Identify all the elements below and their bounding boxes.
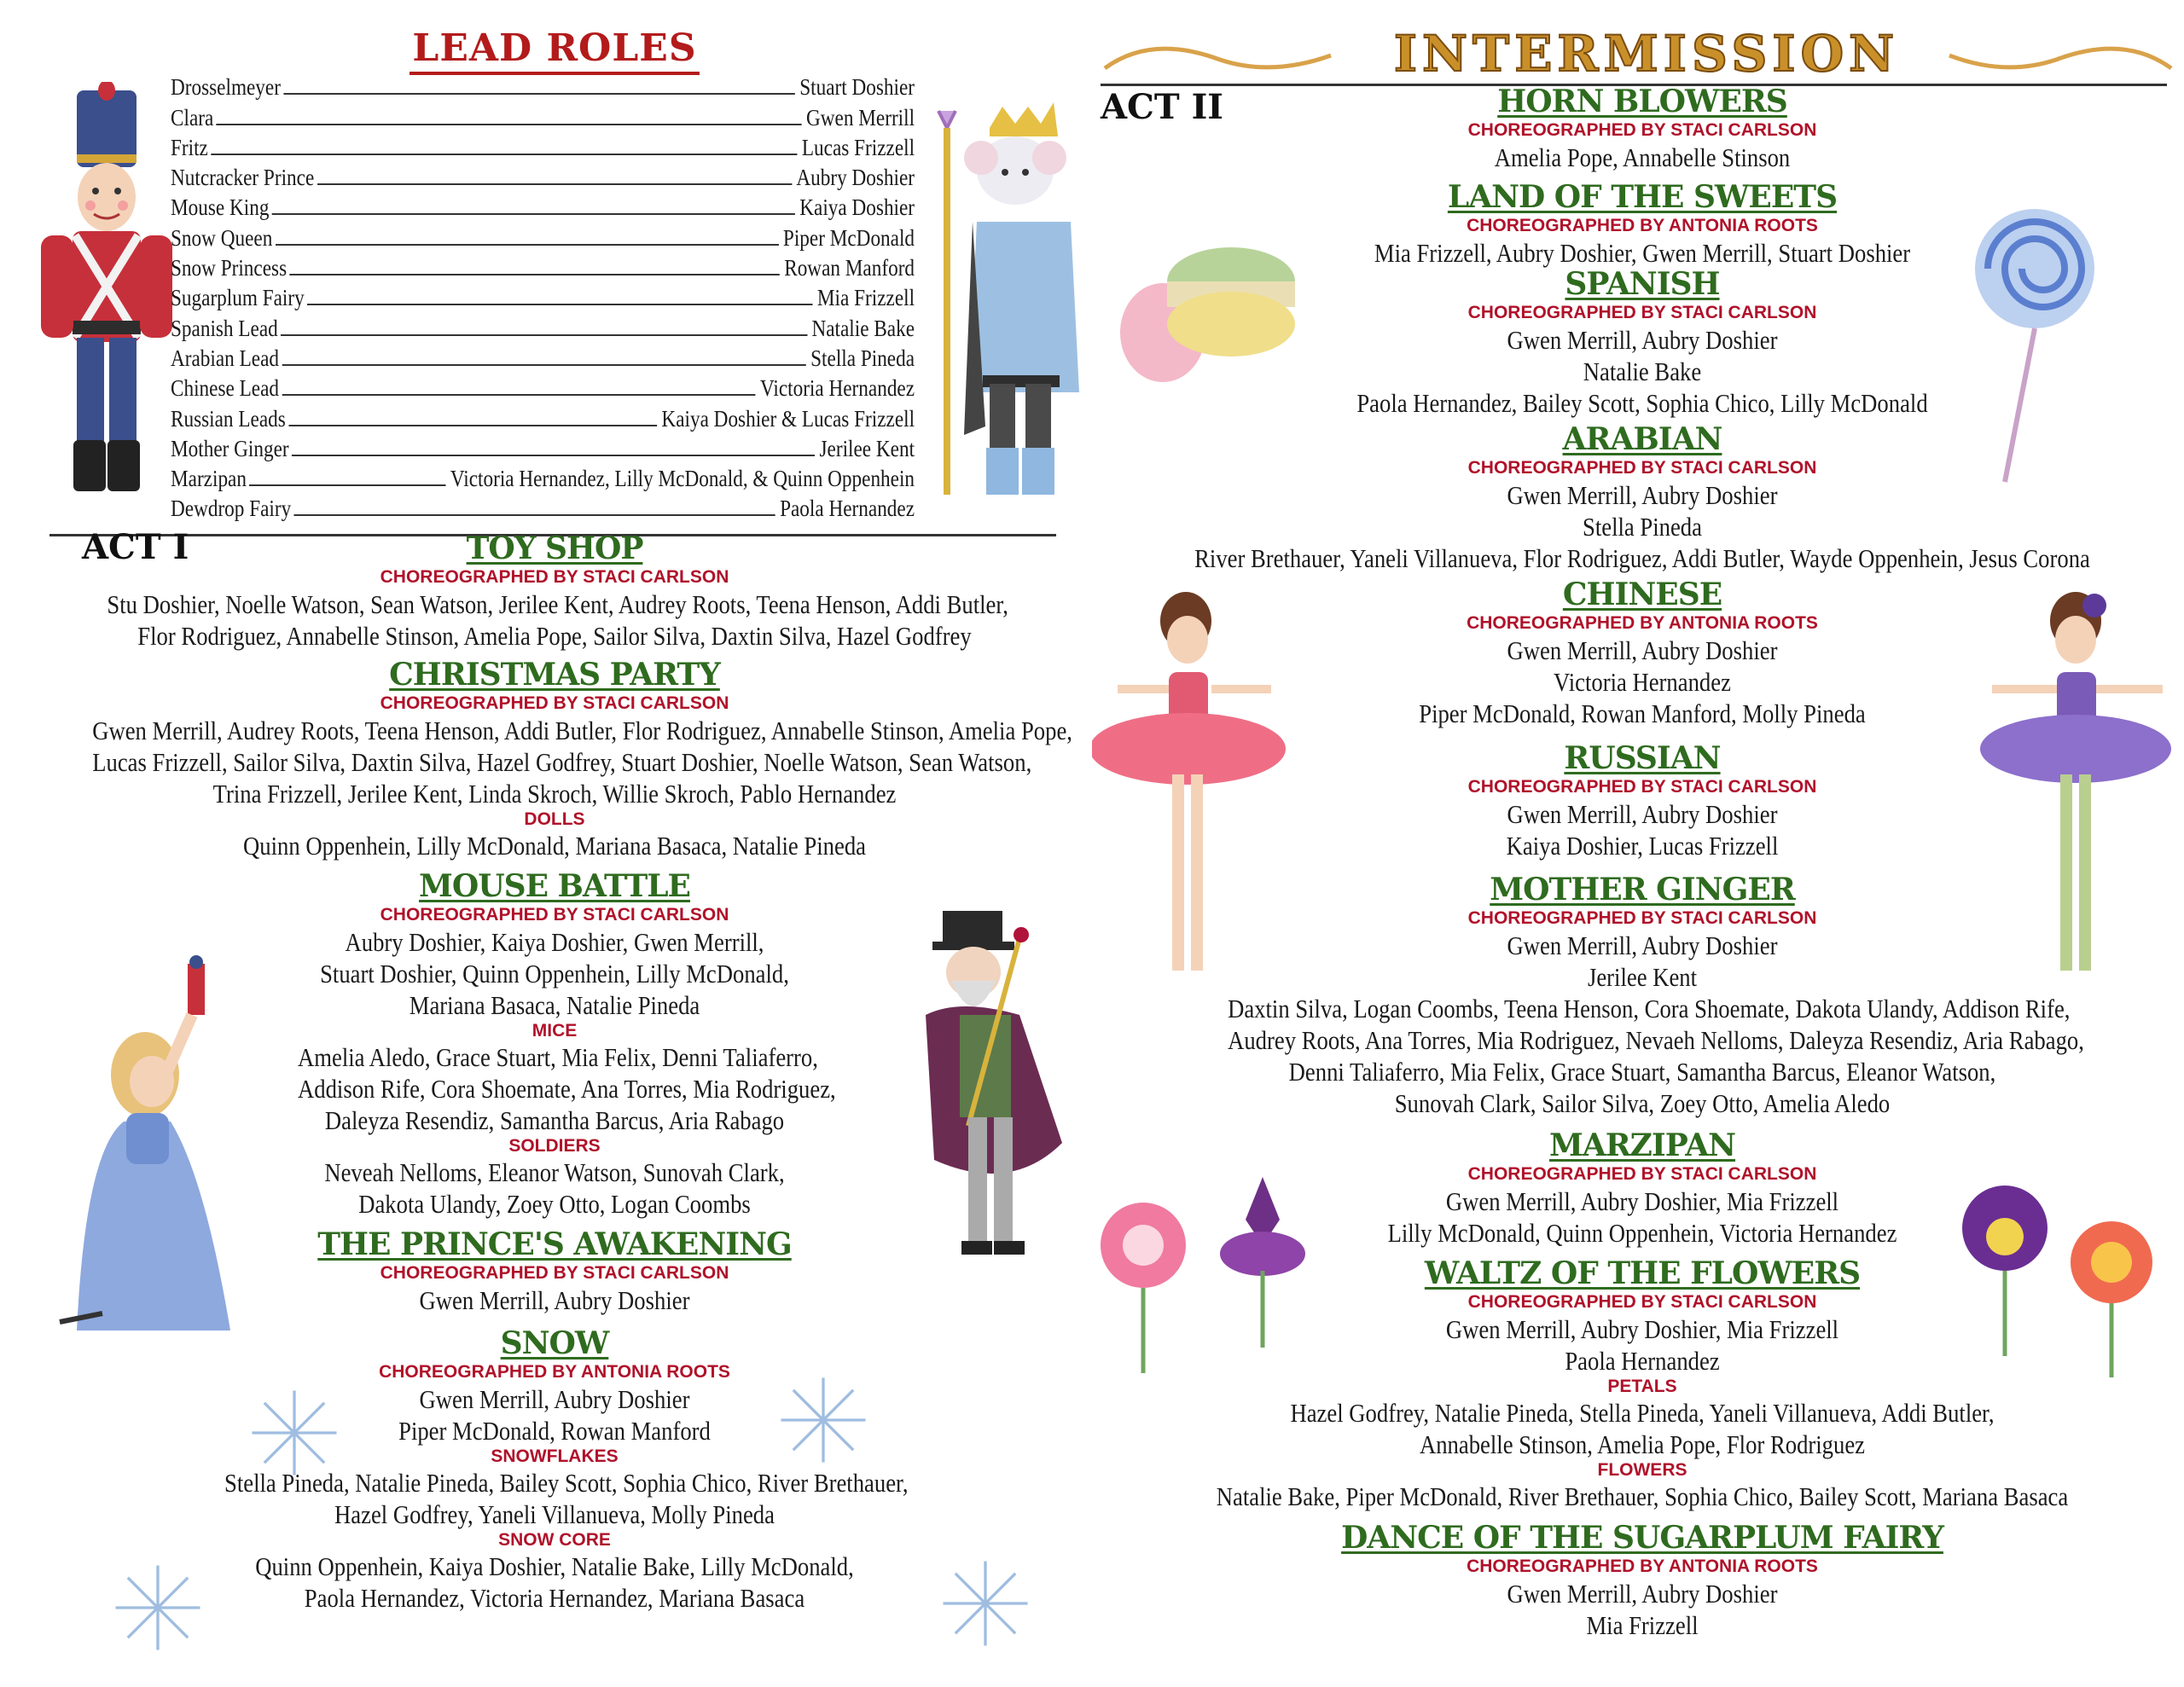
section-title: CHINESE xyxy=(1562,577,1722,612)
section-title: SPANISH xyxy=(1565,266,1720,302)
drosselmeyer-icon xyxy=(909,904,1096,1271)
role-row xyxy=(171,491,915,521)
cast-line: Quinn Oppenhein, Kaiya Doshier, Natalie Bake, Lilly McDonald, xyxy=(255,1551,854,1581)
snowflake-icon xyxy=(111,1561,205,1655)
choreographer: CHOREOGRAPHED BY STACI CARLSON xyxy=(380,693,729,713)
lollipop-icon xyxy=(1971,205,2099,486)
cast-list xyxy=(1305,635,1979,729)
cast-line: Natalie Bake, Piper McDonald, River Brethauer, Sophia Chico, Bailey Scott, Mariana Basaca xyxy=(1216,1481,2069,1511)
cast-list xyxy=(171,1551,938,1614)
subgroup-label: PETALS xyxy=(1607,1377,1677,1396)
cast-line: Paola Hernandez, Victoria Hernandez, Mariana Basaca xyxy=(304,1583,805,1613)
cast-line: Trina Frizzell, Jerilee Kent, Linda Skroch, Willie Skroch, Pablo Hernandez xyxy=(212,779,897,809)
role-row xyxy=(171,190,915,220)
role-row xyxy=(171,341,915,371)
role-row xyxy=(171,70,915,100)
subgroup-label: MICE xyxy=(531,1021,578,1041)
section-title: HORN BLOWERS xyxy=(1497,84,1787,119)
snowflake-icon xyxy=(938,1557,1032,1650)
role-row xyxy=(171,310,915,340)
choreographer: CHOREOGRAPHED BY STACI CARLSON xyxy=(1467,303,1817,322)
role-performer: Kaiya Doshier & Lucas Frizzell xyxy=(661,405,915,432)
cast-line: Gwen Merrill, Audrey Roots, Teena Henson, Addi Butler, Flor Rodriguez, Annabelle Stinson, Amelia Pope, xyxy=(92,716,1072,745)
cast-line: Paola Hernandez, Bailey Scott, Sophia Chico, Lilly McDonald xyxy=(1356,388,1928,418)
choreographer: CHOREOGRAPHED BY STACI CARLSON xyxy=(380,1263,729,1283)
role-name: Mouse King xyxy=(171,194,270,221)
section-title: ARABIAN xyxy=(1562,421,1722,457)
choreographer: CHOREOGRAPHED BY ANTONIA ROOTS xyxy=(1467,1557,1818,1576)
section-spanish xyxy=(1305,266,1979,419)
section-title: MARZIPAN xyxy=(1548,1128,1736,1163)
cast-line: Stuart Doshier, Quinn Oppenhein, Lilly McDonald, xyxy=(320,959,789,988)
cast-line: Flor Rodriguez, Annabelle Stinson, Amelia Pope, Sailor Silva, Daxtin Silva, Hazel Godfrey xyxy=(137,621,972,651)
role-row xyxy=(171,401,915,431)
role-row xyxy=(171,100,915,130)
cast-line: Gwen Merrill, Aubry Doshier xyxy=(1507,480,1778,510)
section-marzipan xyxy=(1305,1128,1979,1249)
cast-line: Hazel Godfrey, Yaneli Villanueva, Molly Pineda xyxy=(334,1499,775,1529)
role-row xyxy=(171,130,915,160)
role-performer: Jerilee Kent xyxy=(819,435,915,461)
section-title: MOUSE BATTLE xyxy=(418,868,690,904)
section-russian xyxy=(1305,740,1979,861)
role-performer: Paola Hernandez xyxy=(780,496,915,522)
cast-list xyxy=(1305,1186,1979,1249)
cast-line: Gwen Merrill, Aubry Doshier xyxy=(419,1285,690,1315)
role-name: Clara xyxy=(171,104,214,130)
cast-line: Neveah Nelloms, Eleanor Watson, Sunovah Clark, xyxy=(324,1157,785,1187)
section-horn-blowers xyxy=(1305,84,1979,173)
section-title: WALTZ OF THE FLOWERS xyxy=(1424,1255,1861,1291)
cast-line: Piper McDonald, Rowan Manford xyxy=(398,1416,711,1446)
cast-line: Paola Hernandez xyxy=(1565,1346,1720,1376)
cast-line: Stu Doshier, Noelle Watson, Sean Watson, Jerilee Kent, Audrey Roots, Teena Henson, Addi Butler, xyxy=(107,589,1008,619)
section-title: MOTHER GINGER xyxy=(1490,872,1795,907)
cast-line: Amelia Pope, Annabelle Stinson xyxy=(1494,142,1791,172)
role-row xyxy=(171,432,915,461)
choreographer: CHOREOGRAPHED BY STACI CARLSON xyxy=(1467,120,1817,140)
cast-line: Gwen Merrill, Aubry Doshier, Mia Frizzell xyxy=(1445,1314,1839,1344)
cast-line: Gwen Merrill, Aubry Doshier xyxy=(1507,325,1778,355)
choreographer: CHOREOGRAPHED BY STACI CARLSON xyxy=(380,567,729,587)
snowflake-icon xyxy=(776,1373,870,1467)
role-performer: Natalie Bake xyxy=(811,315,915,341)
intermission-title: INTERMISSION xyxy=(1393,25,1900,83)
act1-label: ACT I xyxy=(82,527,189,567)
iris-icon xyxy=(1211,1168,1314,1356)
cast-line: Daxtin Silva, Logan Coombs, Teena Henson, Cora Shoemate, Dakota Ulandy, Addison Rife, xyxy=(1228,994,2071,1023)
cast-line: Mariana Basaca, Natalie Pineda xyxy=(409,990,700,1020)
right-page xyxy=(1092,0,2184,1687)
cast-list xyxy=(34,588,1075,652)
cast-list xyxy=(1143,1481,2141,1512)
choreographer: CHOREOGRAPHED BY STACI CARLSON xyxy=(1467,1164,1817,1184)
lead-roles-list xyxy=(171,70,915,521)
section-title: SNOW xyxy=(500,1325,609,1361)
subgroup-label: SOLDIERS xyxy=(508,1136,601,1156)
role-name: Fritz xyxy=(171,134,208,160)
role-name: Snow Queen xyxy=(171,224,273,251)
section-title: TOY SHOP xyxy=(466,530,643,566)
nutcracker-icon xyxy=(34,82,179,500)
cast-list xyxy=(1305,142,1979,173)
role-performer: Stuart Doshier xyxy=(799,74,915,101)
role-performer: Piper McDonald xyxy=(782,224,915,251)
cast-list xyxy=(256,926,853,1021)
cast-line: Amelia Aledo, Grace Stuart, Mia Felix, Denni Taliaferro, xyxy=(298,1042,818,1072)
ballerina-icon xyxy=(1092,587,1297,988)
cast-line: Jerilee Kent xyxy=(1587,962,1698,992)
role-name: Sugarplum Fairy xyxy=(171,285,305,311)
cast-line: Gwen Merrill, Aubry Doshier xyxy=(1507,930,1778,960)
cast-list xyxy=(1092,479,2184,574)
cast-line: Audrey Roots, Ana Torres, Mia Rodriguez, Nevaeh Nelloms, Daleyza Resendiz, Aria Rabago, xyxy=(1228,1025,2084,1055)
role-performer: Lucas Frizzell xyxy=(801,134,915,160)
role-performer: Kaiya Doshier xyxy=(799,194,915,221)
role-row xyxy=(171,461,915,491)
cast-line: Daleyza Resendiz, Samantha Barcus, Aria Rabago xyxy=(324,1105,785,1135)
subgroup-label: FLOWERS xyxy=(1597,1460,1687,1480)
role-name: Nutcracker Prince xyxy=(171,165,315,191)
cast-list xyxy=(1305,324,1979,419)
subgroup-label: SNOWFLAKES xyxy=(491,1446,619,1466)
role-row xyxy=(171,160,915,190)
cast-list xyxy=(1305,237,1979,269)
cast-list xyxy=(1263,1578,2022,1641)
cast-list xyxy=(256,1284,853,1316)
choreographer: CHOREOGRAPHED BY STACI CARLSON xyxy=(1467,1292,1817,1312)
role-name: Snow Princess xyxy=(171,255,288,281)
flower-icon xyxy=(2056,1211,2167,1382)
choreographer: CHOREOGRAPHED BY STACI CARLSON xyxy=(380,905,729,925)
cast-line: Sunovah Clark, Sailor Silva, Zoey Otto, Amelia Aledo xyxy=(1394,1088,1891,1118)
subgroup-label: DOLLS xyxy=(524,809,585,829)
role-performer: Victoria Hernandez xyxy=(759,375,915,402)
choreographer: CHOREOGRAPHED BY ANTONIA ROOTS xyxy=(1467,613,1818,633)
act2-label: ACT II xyxy=(1101,87,1223,127)
choreographer: CHOREOGRAPHED BY STACI CARLSON xyxy=(1467,908,1817,928)
role-performer: Stella Pineda xyxy=(810,345,915,371)
cast-line: Piper McDonald, Rowan Manford, Molly Pineda xyxy=(1419,699,1866,728)
cast-line: Stella Pineda xyxy=(1583,512,1702,542)
swirl-ornament-icon xyxy=(1945,38,2175,81)
cast-line: Gwen Merrill, Aubry Doshier xyxy=(1507,1579,1778,1609)
cast-line: Denni Taliaferro, Mia Felix, Grace Stuart, Samantha Barcus, Eleanor Watson, xyxy=(1288,1057,1996,1087)
role-name: Drosselmeyer xyxy=(171,74,281,101)
cast-line: Gwen Merrill, Aubry Doshier xyxy=(1507,799,1778,829)
section-chinese xyxy=(1305,577,1979,729)
section-christmas-party xyxy=(17,657,1092,861)
role-performer: Victoria Hernandez, Lilly McDonald, & Quinn Oppenhein xyxy=(450,466,915,492)
section-title: THE PRINCE'S AWAKENING xyxy=(317,1226,792,1262)
section-sugarplum-fairy xyxy=(1263,1520,2022,1641)
cast-list xyxy=(256,1041,853,1136)
snowflake-icon xyxy=(247,1386,341,1480)
cast-line: Kaiya Doshier, Lucas Frizzell xyxy=(1506,831,1779,861)
cast-line: Lilly McDonald, Quinn Oppenhein, Victoria Hernandez xyxy=(1387,1218,1897,1248)
cast-line: Gwen Merrill, Aubry Doshier, Mia Frizzell xyxy=(1445,1186,1839,1216)
cast-line: Dakota Ulandy, Zoey Otto, Logan Coombs xyxy=(358,1189,751,1219)
cast-line: Stella Pineda, Natalie Pineda, Bailey Scott, Sophia Chico, River Brethauer, xyxy=(224,1468,909,1498)
role-name: Dewdrop Fairy xyxy=(171,496,292,522)
swirl-ornament-icon xyxy=(1101,38,1339,81)
section-title: LAND OF THE SWEETS xyxy=(1447,179,1838,215)
subgroup-label: SNOW CORE xyxy=(498,1530,611,1550)
clara-icon xyxy=(51,955,247,1348)
role-row xyxy=(171,251,915,281)
cast-list xyxy=(17,715,1092,809)
pansy-icon xyxy=(1945,1177,2065,1365)
section-princes-awakening xyxy=(256,1226,853,1316)
role-performer: Rowan Manford xyxy=(784,255,915,281)
cast-list xyxy=(1143,1397,2141,1460)
role-name: Russian Leads xyxy=(171,405,286,432)
role-row xyxy=(171,220,915,250)
section-land-of-the-sweets xyxy=(1305,179,1979,269)
cast-line: Mia Frizzell xyxy=(1586,1610,1699,1640)
mouse-king-icon xyxy=(921,94,1092,503)
cast-list xyxy=(17,830,1092,861)
choreographer: CHOREOGRAPHED BY STACI CARLSON xyxy=(1467,777,1817,797)
role-name: Chinese Lead xyxy=(171,375,280,402)
section-mouse-battle xyxy=(256,868,853,1220)
role-name: Marzipan xyxy=(171,466,247,492)
section-title: DANCE OF THE SUGARPLUM FAIRY xyxy=(1341,1520,1943,1556)
choreographer: CHOREOGRAPHED BY ANTONIA ROOTS xyxy=(379,1362,730,1382)
role-performer: Mia Frizzell xyxy=(816,285,915,311)
cast-line: Gwen Merrill, Aubry Doshier xyxy=(419,1384,690,1414)
role-performer: Aubry Doshier xyxy=(796,165,915,191)
cast-line: Lucas Frizzell, Sailor Silva, Daxtin Silva, Hazel Godfrey, Stuart Doshier, Noelle Watson, Sean Watson, xyxy=(92,747,1032,777)
section-title: RUSSIAN xyxy=(1564,740,1721,776)
macaron-icon xyxy=(1116,230,1312,392)
section-title: CHRISTMAS PARTY xyxy=(389,657,720,693)
cast-line: Victoria Hernandez xyxy=(1554,667,1731,697)
cast-line: Aubry Doshier, Kaiya Doshier, Gwen Merrill, xyxy=(345,927,764,957)
choreographer: CHOREOGRAPHED BY STACI CARLSON xyxy=(1467,458,1817,478)
role-performer: Gwen Merrill xyxy=(806,104,915,130)
cast-line: River Brethauer, Yaneli Villanueva, Flor Rodriguez, Addi Butler, Wayde Oppenhein, Jesus Corona xyxy=(1194,543,2090,573)
cast-line: Addison Rife, Cora Shoemate, Ana Torres, Mia Rodriguez, xyxy=(298,1074,836,1104)
cast-line: Gwen Merrill, Aubry Doshier xyxy=(1507,635,1778,665)
role-name: Mother Ginger xyxy=(171,435,289,461)
cast-list xyxy=(1305,798,1979,861)
cast-line: Annabelle Stinson, Amelia Pope, Flor Rodriguez xyxy=(1419,1429,1866,1459)
role-row xyxy=(171,281,915,310)
cast-line: Quinn Oppenhein, Lilly McDonald, Mariana Basaca, Natalie Pineda xyxy=(243,831,866,861)
role-name: Arabian Lead xyxy=(171,345,279,371)
lead-roles-title: LEAD ROLES xyxy=(410,26,700,75)
role-row xyxy=(171,371,915,401)
cast-line: Mia Frizzell, Aubry Doshier, Gwen Merrill, Stuart Doshier xyxy=(1374,238,1911,268)
cast-line: Natalie Bake xyxy=(1583,357,1702,386)
cast-line: Hazel Godfrey, Natalie Pineda, Stella Pineda, Yaneli Villanueva, Addi Butler, xyxy=(1290,1398,1995,1428)
choreographer: CHOREOGRAPHED BY ANTONIA ROOTS xyxy=(1467,216,1818,235)
role-name: Spanish Lead xyxy=(171,315,278,341)
cast-list xyxy=(256,1157,853,1220)
ballerina-icon xyxy=(1975,587,2180,988)
section-toy-shop xyxy=(34,530,1075,652)
